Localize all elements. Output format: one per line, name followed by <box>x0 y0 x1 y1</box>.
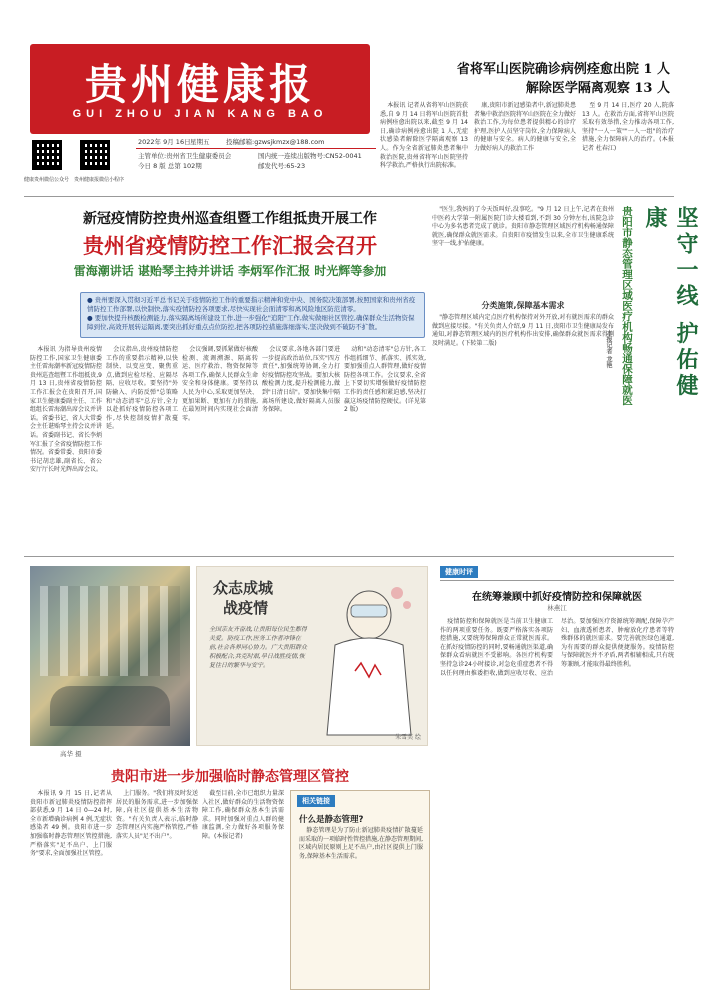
related-title: 什么是静态管理? <box>299 815 364 825</box>
commentary-body: 疫情防控和保障就医是当前卫生健康工作的两项重要任务。既要严格落实各项防控措施,又要统筹保障群众正常就医需求。在抓好疫情防控的同时,要畅通就医渠道,确保群众看病就医不受影响。各医疗机构要坚持急诊24小时接诊,对急危重症患者不得以任何理由推诿拒收,做到应收尽收、应治尽治。要加强医疗资源统筹调配,保障孕产妇、血液透析患者、肿瘤放化疗患者等特殊群体的就医需求。要完善就医绿色通道,为有需要的群众提供便捷服务。疫情防控与保障就医并不矛盾,两者相辅相成,只有统筹兼顾,才能取得最终胜利。 <box>440 618 674 677</box>
lower-story-col: 本报讯 9 月 15 日,记者从贵阳市新冠肺炎疫情防控指挥部获悉,9 月 14 日 0—24 时,全市新增确诊病例 4 例,无症状感染者 49 例。贵阳市进一步加强临时静态管理区管控措施,严格落实"足不出户、上门服务"要求,全面加强社区管控。 <box>30 790 112 858</box>
summary-point: ● 贵州要深入贯彻习近平总书记关于疫情防控工作的重要指示精神和党中央、国务院决策部署,按照国家和贵州省疫情防控工作部署,以快制快,落实疫情防控各项要求,尽快实现社会面清零和离风险地区防范清零。 <box>87 296 416 313</box>
summary-point: ● 要加快提升核酸检测能力,落实隔离场所建设工作,进一步强化"追阳"工作,做实做细社区管控,确保群众生活物资保障到位,高效开展转运隔离,要突出抓好重点点位防控,把各项防控措施落细落实,坚决做到不破防不扩散。 <box>87 314 415 331</box>
main-story-col: 会议指出,贵州疫情防控工作的重要指示精神,以快制快、以变应变、聚焦重点,做到应检尽检、应隔尽隔、应收尽收。要坚持"外防输入、内防反弹"总策略和"动态清零"总方针,全力以赴抓好疫情防控各项工作,尽快控制疫情扩散蔓延。 <box>106 346 178 431</box>
newspaper-title: 贵州健康报 <box>84 60 315 109</box>
poem-drawing <box>196 566 428 746</box>
sponsor: 主管单位:贵州省卫生健康委员会 <box>138 152 232 160</box>
main-story-col: 本报讯 为指导贵州疫情防控工作,国家卫生健康委主任雷海潮率新冠疫情防控贵州巡查组暨工作组抵贵,9 月 13 日,贵州省疫情防控工作汇报会在贵阳召开,国家卫生健康委副主任、工作组组长雷海潮出席会议并讲话。省委书记、省人大常委会主任谌贻琴主持会议并讲话。省委副书记、省长李炳军汇报了全省疫情防控工作情况。省委常委、贵阳市委书记胡忠雄,副省长、省公安厅厅长时光辉出席会议。 <box>30 346 103 474</box>
side-subheadline: 贵阳市静态管理区域医疗机构畅通保障就医 <box>621 206 633 406</box>
issue-number: 今日 8 版 总第 102期 <box>138 162 202 170</box>
commentary-tag: 健康时评 <box>440 566 478 578</box>
top-story-col: 本报讯 记者从省将军山医院获悉,自 9 月 14 日将军山医院首批病例痊愈出院以来,截至 9 月 14 日,确诊病例痊愈出院 1 人,无症状感染者解除医学隔离观察 13 人。作为全省新冠肺炎患者集中救治医院,贵州省将军山医院坚持科学救治,严格执行出院标准。 <box>380 102 468 170</box>
top-story-col: 康,贵阳市新冠感染者中,新冠肺炎患者集中救治医院将军山医院在全力做好救治工作,为每位患者提供精心的诊疗护理,医护人员坚守岗位,全力保障病人的健康与安全。病人的健康与安全,全力做好病人的救治工作 <box>474 102 577 152</box>
summary-box <box>80 292 425 338</box>
main-story-col: 动和"动态清零"总方针,各工作组抓细节、抓落实、抓实效,要加强重点人群管理,做好疫情防控各项工作。会议要求,全省上下要切实增强做好疫情防控工作的责任感和紧迫感,坚决打赢这场疫情防控硬仗。(详见第 2 版) <box>344 346 426 414</box>
main-subhead: 雷海潮讲话 谌贻琴主持并讲话 李炳军作汇报 时光辉等参加 <box>73 264 387 278</box>
side-story-body: "静态管理区域内定点医疗机构保持对外开放,对有就医需求的群众做到应接尽接。"有关负责人介绍,9 月 11 日,贵阳市卫生健康局发布通知,对静态管理区域内的医疗机构作出安排,确保群众就医需求得到及时满足。(下转第二版) <box>432 314 614 347</box>
cn-code: 国内统一连续出版物号:CN52-0041 <box>258 152 362 160</box>
main-story-col: 会议强调,要抓紧做好核酸检测、流调溯源、隔离转运、医疗救治、物资保障等各项工作,确保人民群众生命安全和身体健康。要坚持以人民为中心,采取更加坚决、更加果断、更加有力的措施,在最短时间内实现社会面清零。 <box>182 346 258 422</box>
issue-date: 2022年 9月 16日 <box>138 138 191 146</box>
qr-code-icon <box>80 140 110 170</box>
main-headline: 贵州省疫情防控工作汇报会召开 <box>83 233 377 258</box>
main-story-col: 会议要求,各地各部门要进一步提高政治站位,压实"四方责任",加强统筹协调,全力打好疫情防控攻坚战。要加大核酸检测力度,提升检测能力,做到"日清日结"。要加快集中隔离场所建设,做好隔离人员服务保障。 <box>262 346 341 414</box>
medic-drawing-icon <box>315 575 423 741</box>
related-tag: 相关链接 <box>297 795 335 807</box>
lower-headline: 贵阳市进一步加强临时静态管理区管控 <box>111 769 349 785</box>
qr-caption: 贵州健康报微信小程序 <box>74 177 125 183</box>
lower-story-col: 截至目前,全市已组织力量深入社区,做好群众的生活物资保障工作,确保群众基本生活需求。同时加强对重点人群的健康监测,全力做好各项服务保障。(本报记者) <box>202 790 284 840</box>
masthead-logo <box>30 44 370 134</box>
news-photo <box>30 566 190 746</box>
top-headline-1: 省将军山医院确诊病例痊愈出院 1 人 <box>456 62 670 77</box>
issue-weekday: 星期五 <box>190 138 210 146</box>
side-byline: 本报记者 龙艳 <box>605 330 612 369</box>
post-code: 邮发代号:65-23 <box>258 162 306 170</box>
divider <box>136 148 376 149</box>
photo-credit: 高华 摄 <box>60 750 82 758</box>
related-body: 静态管理是为了防止新冠肺炎疫情扩散蔓延而采取的一项临时性管控措施,在静态管理期间,区域内居民原则上足不出户,由社区提供上门服务,保障基本生活需求。 <box>299 827 423 860</box>
newspaper-pinyin: GUI ZHOU JIAN KANG BAO <box>72 108 328 120</box>
divider <box>24 196 674 197</box>
main-kicker: 新冠疫情防控贵州巡查组暨工作组抵贵开展工作 <box>83 211 377 227</box>
lower-story-col: 上门服务。"我们将及时发送居民的服务需求,进一步加强保障,向社区提供基本生活物资。"有关负责人表示,临时静态管理区内实施严格管控,严格落实人员"足不出户"。 <box>116 790 198 840</box>
side-headline: 坚守一线 护佑健康 <box>642 206 699 400</box>
qr-code-icon <box>32 140 62 170</box>
qr-caption: 健康贵州微信公众号 <box>24 177 70 183</box>
poem-title: 众志成城 <box>213 579 274 597</box>
side-story-body: "医生,我妈的了今天饭叫好,没事吃。"9 月 12 日上午,记者在贵州中医药大学第一附属医院门诊大楼看到,不到 30 分钟左右,该院急诊中心为多名患者完成了就诊。贵阳市静态管理区域医疗机构畅通保障就医,确保群众就医需求。自贵阳市疫情发生以来,全市卫生健康系统坚守一线,护佑健康。 <box>432 206 614 248</box>
side-story-subhead: 分类施策,保障基本需求 <box>481 301 565 310</box>
poem-body: 全国亲友齐奋战,让贵阳每位民生都得关爱。防疫工作,医务工作者冲锋在前,社会各界同心协力。广大贵阳群众积极配合,共克时艰,早日战胜疫情,恢复往日的繁华与安宁。 <box>209 626 307 669</box>
top-story-col: 至 9 月 14 日,医疗 20 人,院落 13 人。在救治方面,省将军山医院采取有效举措,全力推动各项工作,坚持"一人一策""一人一组"的治疗措施,全力保障病人的治疗。(本报记者 杜春江) <box>582 102 674 152</box>
top-headline-2: 解除医学隔离观察 13 人 <box>525 81 670 96</box>
divider <box>440 580 674 581</box>
commentary-title: 在统筹兼顾中抓好疫情防控和保障就医 <box>472 592 642 603</box>
drawing-credit: 朱雪美 绘 <box>395 734 421 741</box>
related-link-box <box>290 790 430 990</box>
divider <box>24 556 674 557</box>
poem-title: 战疫情 <box>223 599 269 617</box>
contact-email: 投稿邮箱:gzwsjkmzx@188.com <box>226 138 325 146</box>
commentary-byline: 林燕江 <box>547 604 567 612</box>
